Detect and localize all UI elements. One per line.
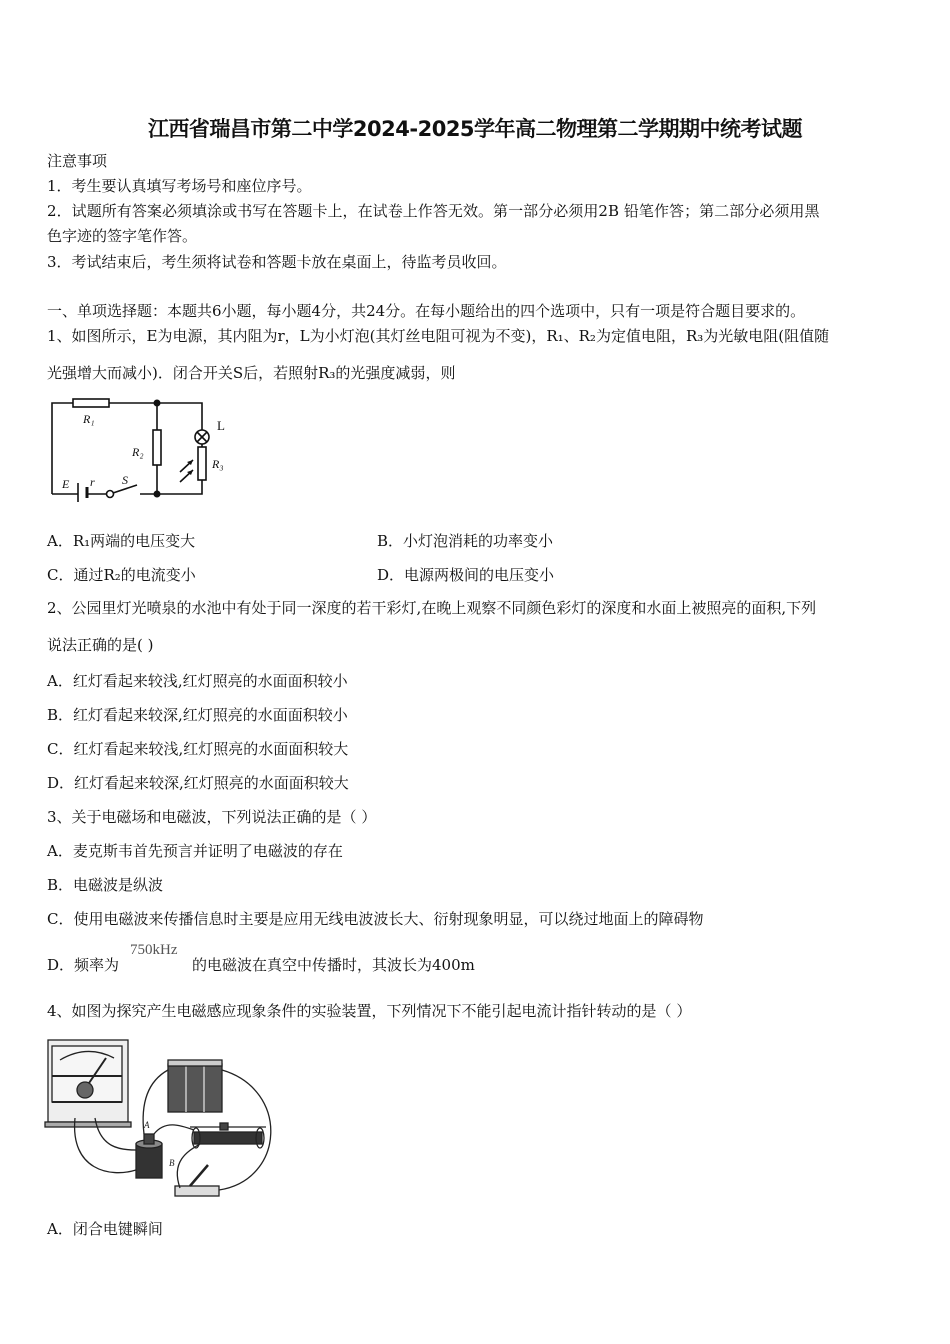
q1-stem: 1、如图所示，E为电源，其内阻为r，L为小灯泡(其灯丝电阻可视为不变)，R₁、R₂为定值电阻，R₃为光敏电阻(阻值随 — [47, 327, 830, 345]
q2-option-b: B．红灯看起来较深,红灯照亮的水面面积较小 — [47, 706, 348, 724]
notice-item: 2．试题所有答案必须填涂或书写在答题卡上，在试卷上作答无效。第一部分必须用2B 铅笔作答；第二部分必须用黑 — [47, 202, 820, 220]
label-s: S — [122, 473, 128, 487]
label-e: E — [62, 477, 70, 491]
q1-stem: 光强增大而减小)．闭合开关S后，若照射R₃的光强度减弱，则 — [47, 364, 456, 382]
q2-stem: 2、公园里灯光喷泉的水池中有处于同一深度的若干彩灯,在晚上观察不同颜色彩灯的深度和水面上被照亮的面积,下列 — [47, 599, 817, 617]
page-title: 江西省瑞昌市第二中学2024-2025学年高二物理第二学期期中统考试题 — [147, 117, 803, 141]
q2-stem: 说法正确的是( ) — [47, 636, 154, 654]
notice-item: 3．考试结束后，考生须将试卷和答题卡放在桌面上，待监考员收回。 — [47, 253, 507, 271]
q1-option-c: C．通过R₂的电流变小 — [47, 566, 196, 584]
label-coil-a: A — [144, 1120, 150, 1130]
circuit-diagram — [40, 390, 300, 510]
q3-option-d-suffix: 的电磁波在真空中传播时，其波长为400m — [192, 956, 475, 974]
q4-stem: 4、如图为探究产生电磁感应现象条件的实验装置，下列情况下不能引起电流计指针转动的是（ ） — [47, 1002, 692, 1020]
q3-stem: 3、关于电磁场和电磁波，下列说法正确的是（ ） — [47, 808, 377, 826]
q3-option-c: C．使用电磁波来传播信息时主要是应用无线电波波长大、衍射现象明显，可以绕过地面上的障碍物 — [47, 910, 704, 928]
label-r3: R₃ — [212, 457, 224, 471]
q1-option-a: A．R₁两端的电压变大 — [47, 532, 196, 550]
q2-option-c: C．红灯看起来较浅,红灯照亮的水面面积较大 — [47, 740, 349, 758]
q3-option-a: A．麦克斯韦首先预言并证明了电磁波的存在 — [47, 842, 343, 860]
q3-option-d-prefix: D．频率为 — [47, 956, 120, 974]
notice-item: 色字迹的签字笔作答。 — [47, 227, 198, 245]
notice-item: 1．考生要认真填写考场号和座位序号。 — [47, 177, 312, 195]
q2-option-d: D．红灯看起来较深,红灯照亮的水面面积较大 — [47, 774, 349, 792]
label-r2: R₂ — [132, 445, 144, 459]
label-r1: R₁ — [83, 412, 95, 426]
q1-option-b: B．小灯泡消耗的功率变小 — [377, 532, 554, 550]
label-coil-b: B — [169, 1158, 175, 1168]
q3-option-b: B．电磁波是纵波 — [47, 876, 164, 894]
section-heading: 一、单项选择题：本题共6小题，每小题4分，共24分。在每小题给出的四个选项中，只有一项是符合题目要求的。 — [47, 302, 806, 320]
notice-heading: 注意事项 — [47, 152, 108, 170]
q1-option-d: D．电源两极间的电压变小 — [377, 566, 555, 584]
q3-frequency: 750kHz — [130, 942, 178, 958]
label-r: r — [90, 475, 95, 489]
label-lamp: L — [217, 418, 225, 433]
q4-option-a: A．闭合电键瞬间 — [47, 1220, 163, 1238]
q2-option-a: A．红灯看起来较浅,红灯照亮的水面面积较小 — [47, 672, 348, 690]
induction-apparatus-figure — [40, 1030, 290, 1210]
